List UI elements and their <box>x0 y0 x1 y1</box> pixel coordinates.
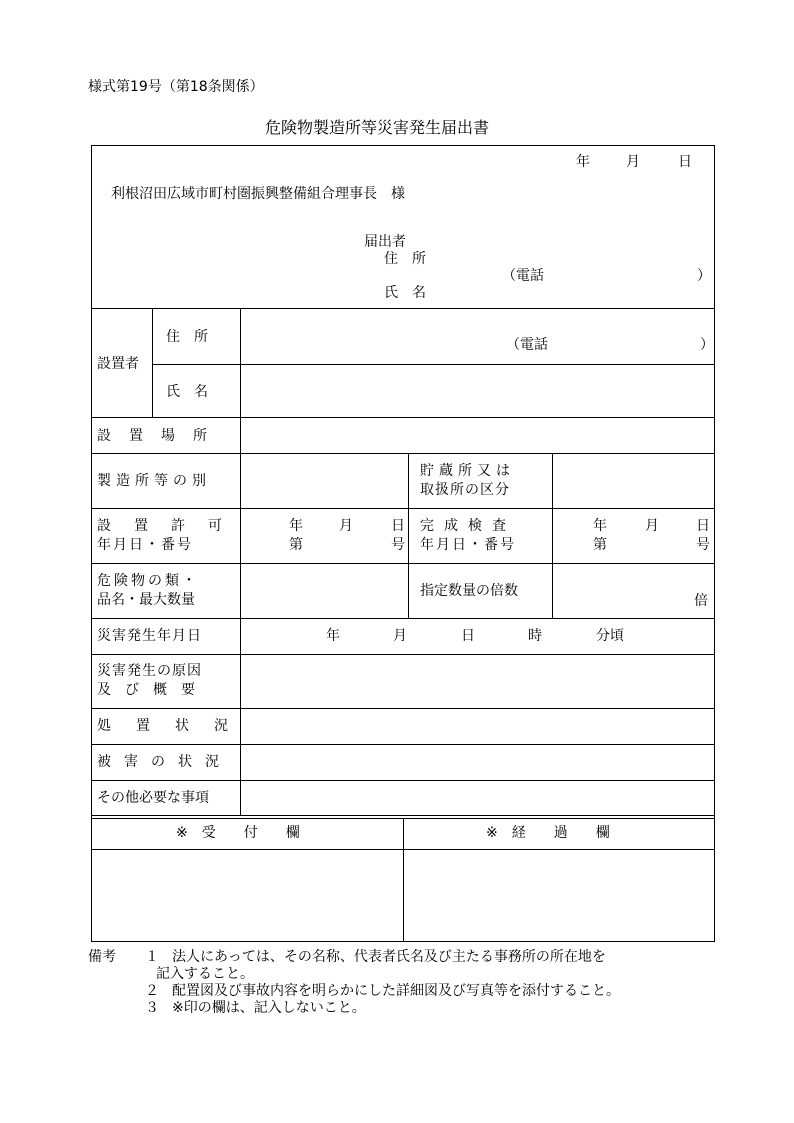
inspection-num-prefix: 第 <box>593 537 607 553</box>
permit-year: 年 <box>289 518 303 534</box>
disaster-hour: 時 <box>528 628 542 644</box>
header-day: 日 <box>678 154 692 170</box>
storage-class-label-2: 取扱所の区分 <box>420 482 510 498</box>
permit-month: 月 <box>339 518 353 534</box>
note-1-line-1: 法人にあっては、その名称、代表者氏名及び主たる事務所の所在地を <box>172 949 606 965</box>
permit-num-prefix: 第 <box>289 537 303 553</box>
installer-phone-open: （電話 <box>506 337 548 353</box>
installer-name-label: 氏 名 <box>166 384 208 400</box>
disaster-day: 日 <box>461 628 475 644</box>
disaster-minute: 分頃 <box>596 628 624 644</box>
multiple-unit: 倍 <box>694 593 708 609</box>
inspection-label-1: 完成検査 <box>420 518 516 534</box>
disaster-date-label: 災害発生年月日 <box>97 628 202 644</box>
permit-day: 日 <box>391 518 405 534</box>
facility-type-label: 製造所等の別 <box>97 473 211 489</box>
progress-label: ※ 経 過 欄 <box>486 825 610 841</box>
disaster-year: 年 <box>326 628 340 644</box>
permit-num-suffix: 号 <box>391 537 405 553</box>
note-2: 配置図及び事故内容を明らかにした詳細図及び写真等を添付すること。 <box>172 983 620 999</box>
inspection-day: 日 <box>696 518 710 534</box>
other-label: その他必要な事項 <box>97 790 209 806</box>
installer-label: 設置者 <box>97 356 139 372</box>
multiple-label: 指定数量の倍数 <box>420 583 518 599</box>
note-1-line-2: 記入すること。 <box>156 966 254 982</box>
notifier-phone-open: （電話 <box>502 268 544 284</box>
installer-address-label: 住 所 <box>166 329 208 345</box>
form-title: 危険物製造所等災害発生届出書 <box>265 118 490 137</box>
permit-label-1: 設置許可 <box>97 518 245 534</box>
hazmat-label-1: 危険物の類・ <box>97 573 199 589</box>
inspection-label-2: 年月日・番号 <box>420 537 516 553</box>
cause-label-1: 災害発生の原因 <box>97 663 202 679</box>
hazmat-label-2: 品名・最大数量 <box>97 592 195 608</box>
inspection-year: 年 <box>593 518 607 534</box>
addressee: 利根沼田広域市町村圏振興整備組合理事長 様 <box>111 186 405 202</box>
note-2-number: ２ <box>145 983 159 999</box>
cause-label-2: 及び概要 <box>97 682 209 698</box>
notifier-name-label: 氏 名 <box>384 285 426 301</box>
location-label: 設置場所 <box>97 428 225 444</box>
notifier-label: 届出者 <box>364 234 406 250</box>
form-number: 様式第19号（第18条関係） <box>88 79 264 95</box>
measures-label: 処置状況 <box>97 718 253 734</box>
disaster-month: 月 <box>393 628 407 644</box>
note-3-number: ３ <box>145 1000 159 1016</box>
damage-label: 被害の状況 <box>97 754 232 770</box>
note-3: ※印の欄は、記入しないこと。 <box>172 1000 366 1016</box>
notifier-address-label: 住 所 <box>384 251 426 267</box>
header-year: 年 <box>576 154 590 170</box>
note-1-number: １ <box>145 949 159 965</box>
notes-label: 備考 <box>88 949 116 965</box>
header-month: 月 <box>626 154 640 170</box>
inspection-num-suffix: 号 <box>696 537 710 553</box>
storage-class-label-1: 貯蔵所又は <box>420 463 515 479</box>
reception-label: ※ 受 付 欄 <box>176 825 300 841</box>
inspection-month: 月 <box>645 518 659 534</box>
permit-label-2: 年月日・番号 <box>97 537 193 553</box>
notifier-phone-close: ） <box>697 268 711 284</box>
installer-phone-close: ） <box>700 337 714 353</box>
